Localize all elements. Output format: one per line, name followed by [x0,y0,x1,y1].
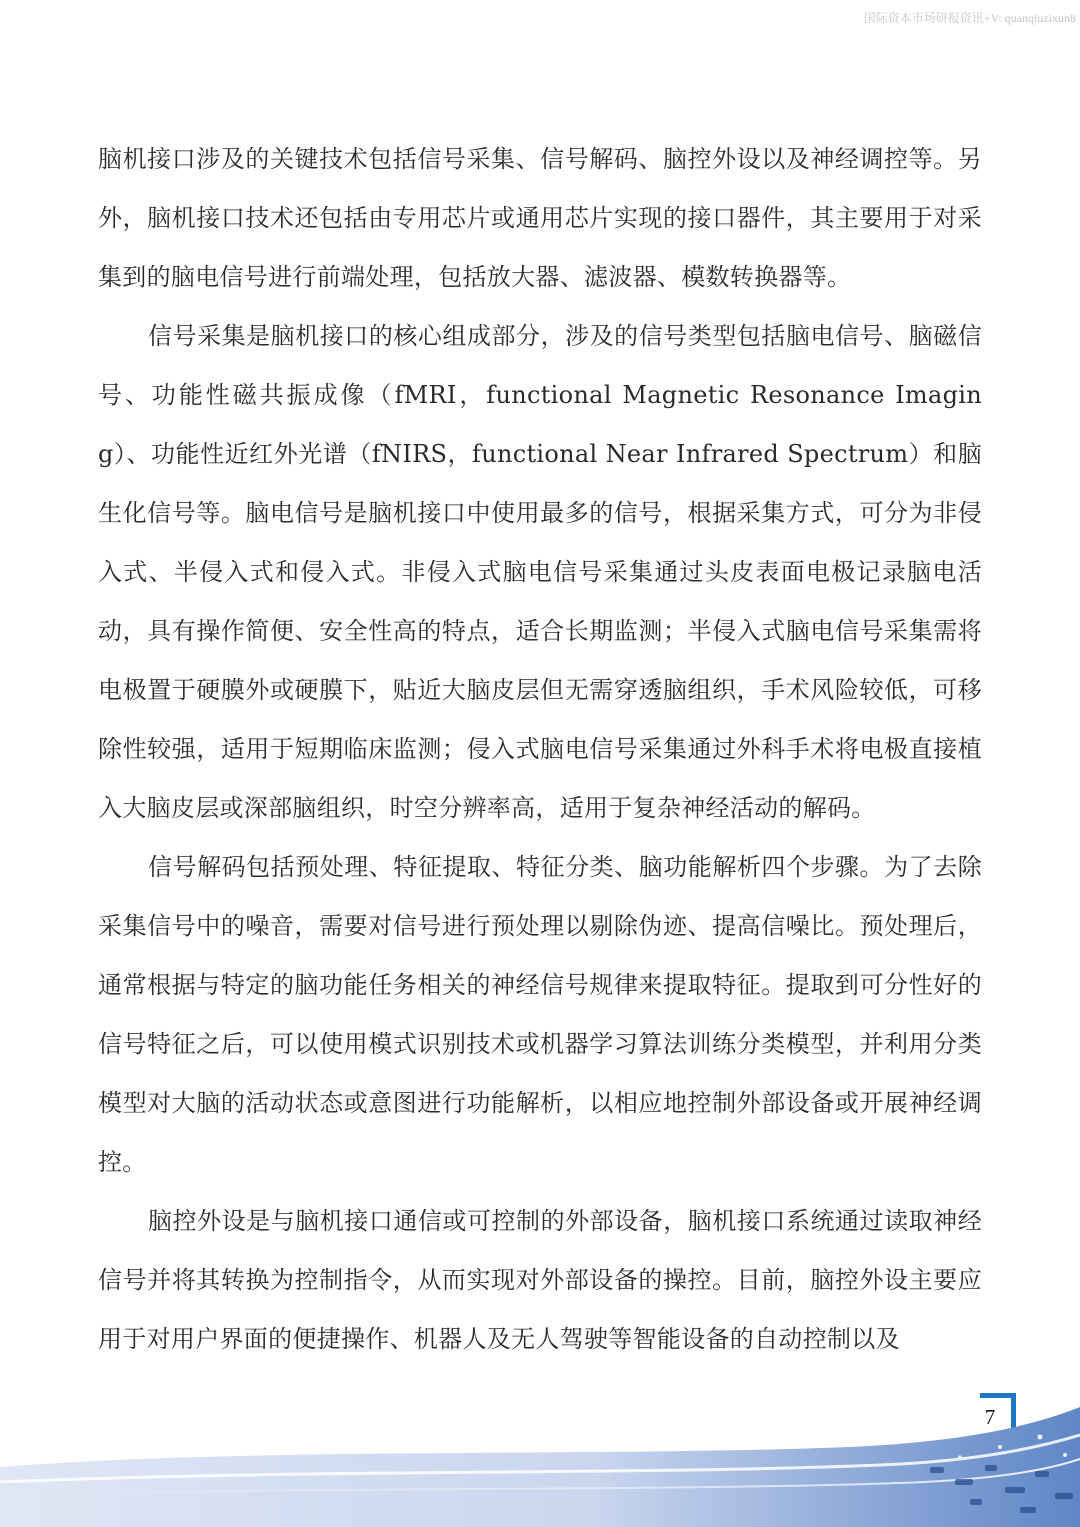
footer-tech-wave-decoration [0,1407,1080,1527]
body-text [98,130,982,1369]
paragraph-signal-acquisition: 信号采集是脑机接口的核心组成部分，涉及的信号类型包括脑电信号、脑磁信号、功能性磁共振成像（fMRI，functional Magnetic Resonance Imaging）、功能性近红外光谱（fNIRS，functional Near Infrared Spectrum）和脑生化信号等。脑电信号是脑机接口中使用最多的信号，根据采集方式，可分为非侵入式、半侵入式和侵入式。非侵入式脑电信号采集通过头皮表面电极记录脑电活动，具有操作简便、安全性高的特点，适合长期监测；半侵入式脑电信号采集需将电极置于硬膜外或硬膜下，贴近大脑皮层但无需穿透脑组织，手术风险较低，可移除性较强，适用于短期临床监测；侵入式脑电信号采集通过外科手术将电极直接植入大脑皮层或深部脑组织，时空分辨率高，适用于复杂神经活动的解码。 [98,322,982,822]
page-number: 7 [984,1405,996,1429]
paragraph-signal-decoding: 信号解码包括预处理、特征提取、特征分类、脑功能解析四个步骤。为了去除采集信号中的噪音，需要对信号进行预处理以剔除伪迹、提高信噪比。预处理后，通常根据与特定的脑功能任务相关的神经信号规律来提取特征。提取到可分性好的信号特征之后，可以使用模式识别技术或机器学习算法训练分类模型，并利用分类模型对大脑的活动状态或意图进行功能解析，以相应地控制外部设备或开展神经调控。 [98,853,982,1176]
paragraph-key-technologies: 脑机接口涉及的关键技术包括信号采集、信号解码、脑控外设以及神经调控等。另外，脑机接口技术还包括由专用芯片或通用芯片实现的接口器件，其主要用于对采集到的脑电信号进行前端处理，包括放大器、滤波器、模数转换器等。 [98,145,982,291]
watermark-text: 国际资本市场研报资讯+V: quanqiuzixun8 [863,11,1076,25]
paragraph-brain-controlled-peripherals: 脑控外设是与脑机接口通信或可控制的外部设备，脑机接口系统通过读取神经信号并将其转换为控制指令，从而实现对外部设备的操控。目前，脑控外设主要应用于对用户界面的便捷操作、机器人及无人驾驶等智能设备的自动控制以及 [98,1207,982,1353]
